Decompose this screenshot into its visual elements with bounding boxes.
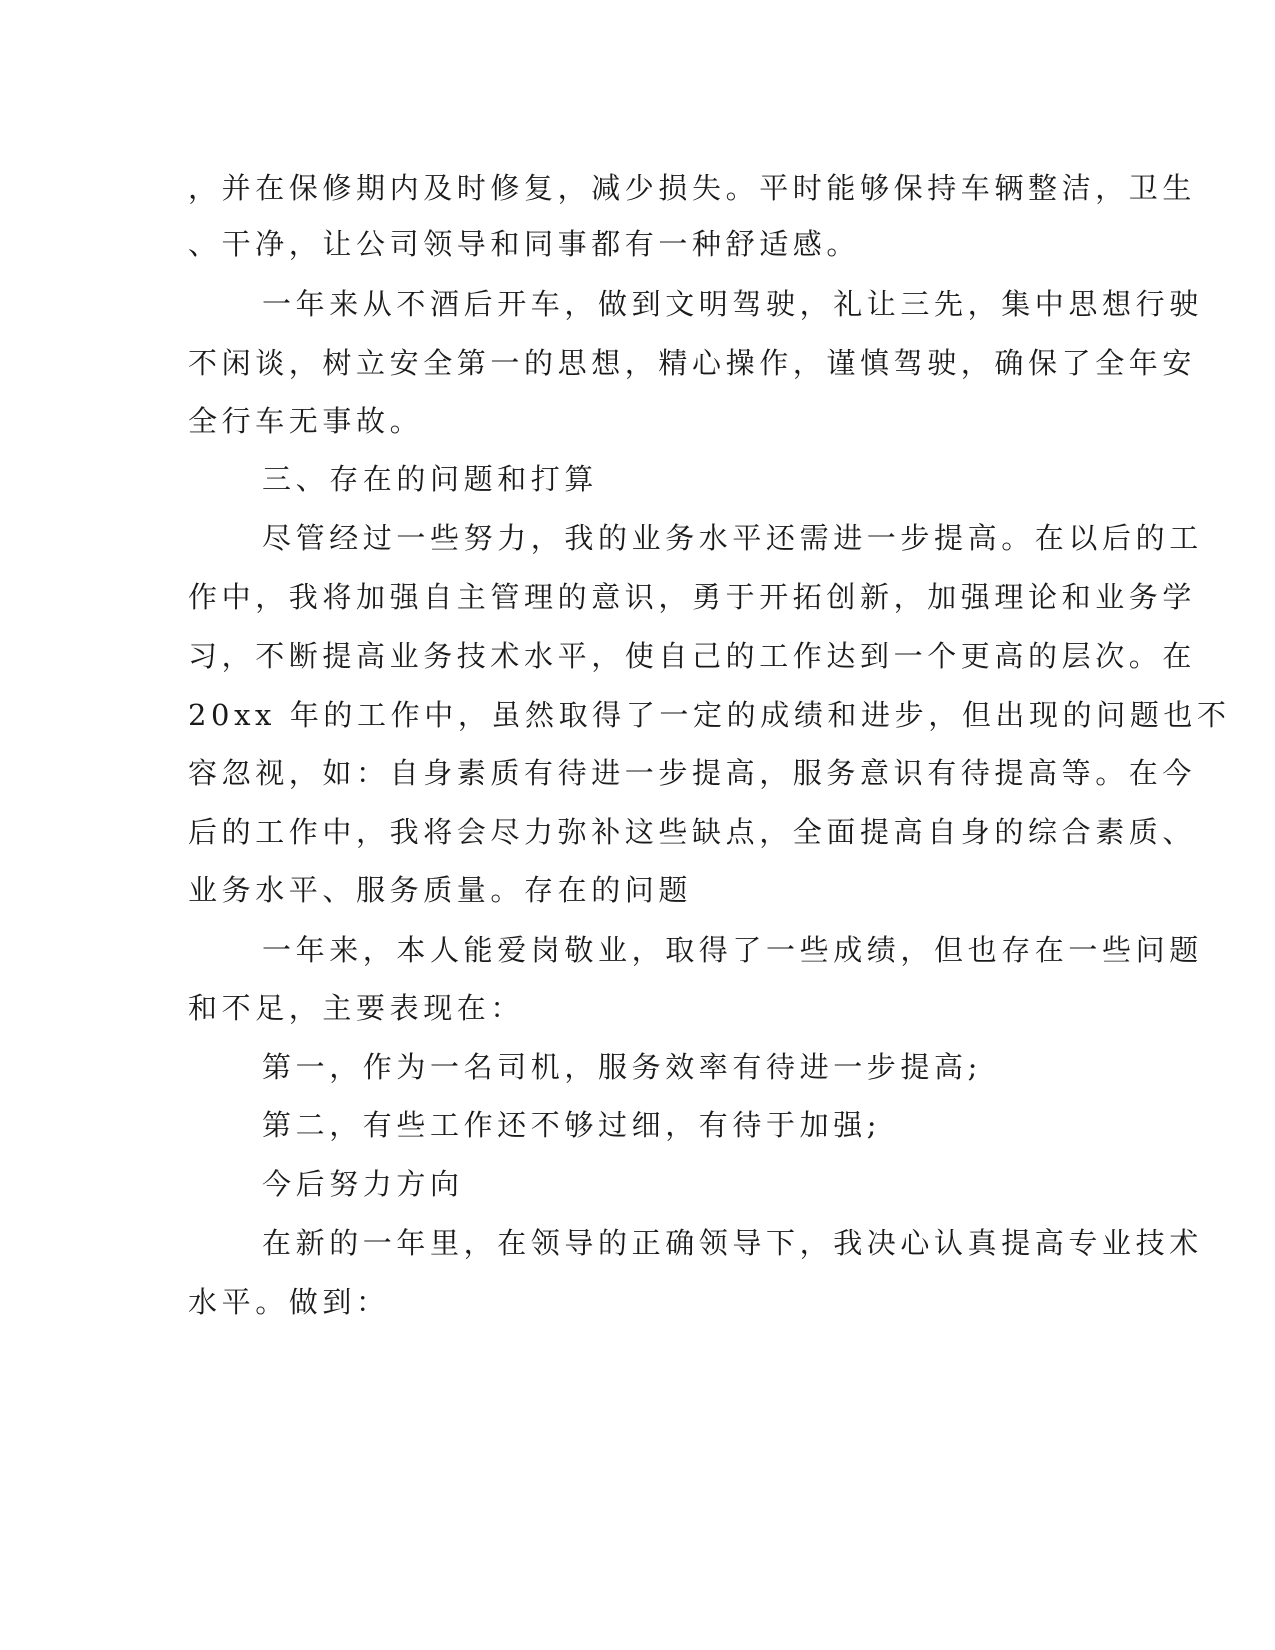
paragraph-line: 一年来，本人能爱岗敬业，取得了一些成绩，但也存在一些问题: [262, 933, 1203, 967]
list-item: 第一，作为一名司机，服务效率有待进一步提高;: [262, 1050, 982, 1084]
text-line: ，并在保修期内及时修复，减少损失。平时能够保持车辆整洁，卫生: [188, 171, 1197, 205]
text-line: 习，不断提高业务技术水平，使自己的工作达到一个更高的层次。在: [188, 639, 1197, 673]
text-line: 后的工作中，我将会尽力弥补这些缺点，全面提高自身的综合素质、: [188, 815, 1197, 849]
text-line: 不闲谈，树立安全第一的思想，精心操作，谨慎驾驶，确保了全年安: [188, 346, 1197, 380]
paragraph-line: 一年来从不酒后开车，做到文明驾驶，礼让三先，集中思想行驶: [262, 287, 1203, 321]
text-line: 作中，我将加强自主管理的意识，勇于开拓创新，加强理论和业务学: [188, 580, 1197, 614]
paragraph-line: 在新的一年里，在领导的正确领导下，我决心认真提高专业技术: [262, 1226, 1203, 1260]
text-line: 、干净，让公司领导和同事都有一种舒适感。: [188, 227, 861, 261]
section-heading: 今后努力方向: [262, 1167, 464, 1201]
list-item: 第二，有些工作还不够过细，有待于加强;: [262, 1108, 882, 1142]
section-heading: 三、存在的问题和打算: [262, 462, 599, 496]
text-line: 和不足，主要表现在：: [188, 991, 525, 1025]
text-line: 业务水平、服务质量。存在的问题: [188, 873, 693, 907]
paragraph-line: 尽管经过一些努力，我的业务水平还需进一步提高。在以后的工: [262, 521, 1203, 555]
text-line: 水平。做到：: [188, 1285, 390, 1319]
text-line: 容忽视，如：自身素质有待进一步提高，服务意识有待提高等。在今: [188, 756, 1197, 790]
text-line: 20xx 年的工作中，虽然取得了一定的成绩和进步，但出现的问题也不: [188, 698, 1231, 732]
text-line: 全行车无事故。: [188, 404, 424, 438]
